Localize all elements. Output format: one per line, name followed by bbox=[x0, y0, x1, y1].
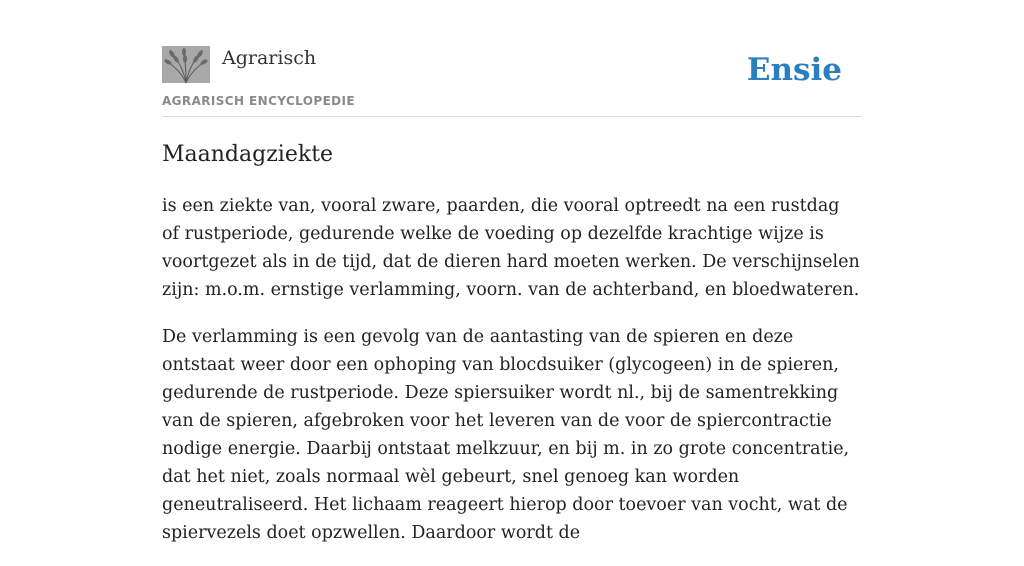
page-title: Maandagziekte bbox=[162, 142, 334, 167]
article-body bbox=[162, 192, 862, 566]
article-paragraph: De verlamming is een gevolg van de aantasting van de spieren en deze ontstaat weer door een ophoping van blocdsuiker (glycogeen) in de spieren, gedurende de rustperiode. Deze spiersuiker wordt nl., bij de samentrekking van de spieren, afgebroken voor het leveren van de voor de spiercontractie nodige energie. Daarbij ontstaat melkzuur, en bij m. in zo grote concentratie, dat het niet, zoals normaal wèl gebeurt, snel genoeg kan worden geneutraliseerd. Het lichaam reageert hierop door toevoer van vocht, wat de spiervezels doet opzwellen. Daardoor wordt de bbox=[162, 327, 850, 543]
site-header bbox=[162, 44, 862, 117]
brand-name[interactable]: Agrarisch bbox=[222, 47, 317, 69]
ensie-logo-link[interactable]: Ensie bbox=[746, 52, 842, 88]
wheat-icon[interactable] bbox=[162, 46, 210, 83]
encyclopedia-subtitle: AGRARISCH ENCYCLOPEDIE bbox=[162, 94, 355, 108]
article-paragraph: is een ziekte van, vooral zware, paarden, die vooral optreedt na een rustdag of rustperiode, gedurende welke de voeding op dezelfde krachtige wijze is voortgezet als in de tijd, dat de dieren hard moeten werken. De verschijnselen zijn: m.o.m. ernstige verlamming, voorn. van de achterband, en bloedwateren. bbox=[162, 196, 860, 300]
